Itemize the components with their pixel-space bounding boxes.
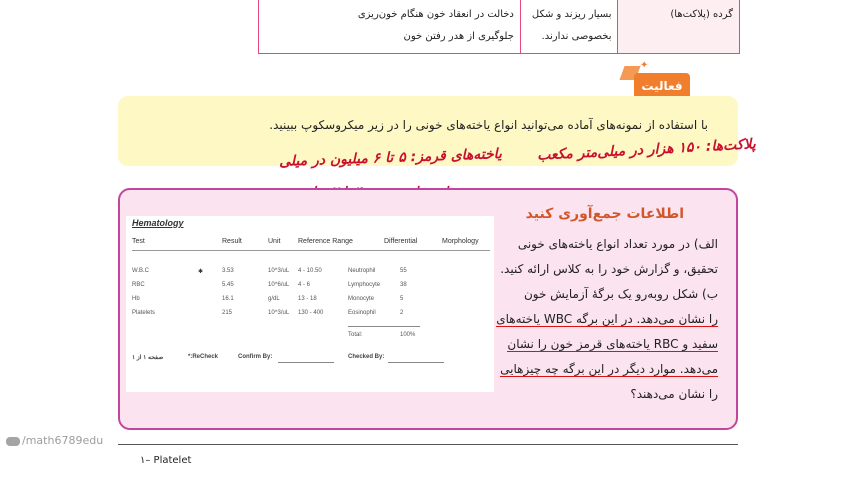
info-line — [490, 357, 718, 382]
info-box-title: اطلاعات جمع‌آوری کنید — [525, 206, 684, 222]
table-row — [126, 310, 494, 320]
table-cell-function — [259, 0, 520, 53]
table-cell-text: گرده (پلاکت‌ها) — [670, 9, 733, 20]
info-line-marked: را نشان می‌دهد. در این برگه WBC یاخته‌های — [496, 312, 718, 326]
cell-test: Hb — [132, 296, 140, 302]
confirm-label: Confirm By: — [238, 354, 273, 360]
blood-test-report — [126, 216, 494, 392]
table-cell-text: بخصوصی ندارند. — [541, 31, 612, 42]
info-line: را نشان می‌دهند؟ — [630, 387, 718, 401]
footnote: ۱– Platelet — [140, 455, 192, 466]
activity-badge: فعالیت — [634, 73, 690, 99]
sparkle-icon: ✦ — [640, 60, 649, 71]
table-cell-shape — [520, 0, 618, 53]
cell-diff: Eosinophil — [348, 310, 376, 316]
cell-diff: Monocyte — [348, 296, 375, 302]
gamepad-icon — [6, 437, 20, 446]
cell-diff: Lymphocyte — [348, 282, 381, 288]
cell-diff: Neutrophil — [348, 268, 376, 274]
total-divider — [348, 326, 420, 327]
info-line: تحقیق، و گزارش خود را به کلاس ارائه کنید. — [500, 262, 718, 276]
activity-instruction: با استفاده از نمونه‌های آماده می‌توانید انواع یاخته‌های خونی را در زیر میکروسکوپ ببینید. — [269, 118, 708, 132]
cell-result: 3.53 — [222, 268, 234, 274]
header-divider — [132, 250, 490, 251]
total-value: 100% — [400, 332, 416, 338]
recheck-text: ReCheck — [192, 354, 219, 360]
info-line: الف) در مورد تعداد انواع یاخته‌های خونی — [517, 237, 718, 251]
cell-diff-value: 38 — [400, 282, 407, 288]
table-cell-name — [617, 0, 739, 53]
cell-range: 13 - 18 — [298, 296, 317, 302]
cell-unit: 10^6/uL — [268, 282, 290, 288]
header-unit: Unit — [268, 238, 281, 245]
cell-range: 4 - 6 — [298, 282, 311, 288]
info-line-marked: می‌دهد. موارد دیگر در این برگه چه چیزهایی — [500, 362, 718, 376]
handwriting-red-cells: یاخته‌های قرمز: ۵ تا ۶ میلیون در میلی — [278, 146, 503, 170]
table-row — [126, 296, 494, 306]
table-cell-text: بسیار ریزند و شکل — [531, 9, 612, 20]
table-cell-text: جلوگیری از هدر رفتن خون — [403, 31, 514, 42]
cell-test: Platelets — [132, 310, 156, 316]
info-line-marked: سفید و RBC یاخته‌های قرمز خون را نشان — [507, 337, 718, 351]
header-reference-range: Reference Range — [298, 238, 353, 245]
info-box-body — [490, 232, 718, 407]
cell-unit: 10^3/uL — [268, 268, 290, 274]
cell-result: 16.1 — [222, 296, 234, 302]
signature-line — [278, 362, 334, 363]
info-line: ب) شکل روبه‌رو یک برگهٔ آزمایش خون — [523, 287, 718, 301]
watermark-text: /math6789edu — [22, 434, 104, 447]
table-cell-text: دخالت در انعقاد خون هنگام خون‌ریزی — [357, 9, 514, 20]
cell-diff-value: 2 — [400, 310, 404, 316]
header-result: Result — [222, 238, 242, 245]
cell-test: W.B.C — [132, 268, 150, 274]
info-line — [490, 332, 718, 357]
info-line — [490, 307, 718, 332]
total-label: Total: — [348, 332, 363, 338]
cell-diff-value: 5 — [400, 296, 404, 302]
checked-label: Checked By: — [348, 354, 385, 360]
table-row — [126, 282, 494, 292]
handwriting-platelets: پلاکت‌ها: ۱۵۰ هزار در میلی‌متر مکعب — [536, 136, 757, 164]
footnote-divider — [118, 444, 738, 445]
table-row — [126, 268, 494, 278]
flag-icon: ✱ — [198, 269, 204, 275]
header-morphology: Morphology — [442, 238, 479, 245]
cell-unit: 10^3/uL — [268, 310, 290, 316]
header-test: Test — [132, 238, 145, 245]
cell-result: 215 — [222, 310, 233, 316]
blood-cells-table — [258, 0, 740, 54]
recheck-label: *:ReCheck — [188, 354, 219, 360]
cell-range: 130 - 400 — [298, 310, 324, 316]
cell-test: RBC — [132, 282, 145, 288]
signature-line — [388, 362, 444, 363]
total-row — [348, 332, 468, 342]
cell-range: 4 - 10.50 — [298, 268, 322, 274]
cell-unit: g/dL — [268, 296, 280, 302]
page-indicator: صفحه ۱ از ۱ — [132, 355, 164, 361]
cell-diff-value: 55 — [400, 268, 407, 274]
header-differential: Differential — [384, 238, 418, 245]
watermark — [6, 434, 103, 447]
cell-result: 5.45 — [222, 282, 234, 288]
report-title: Hematology — [132, 218, 184, 228]
